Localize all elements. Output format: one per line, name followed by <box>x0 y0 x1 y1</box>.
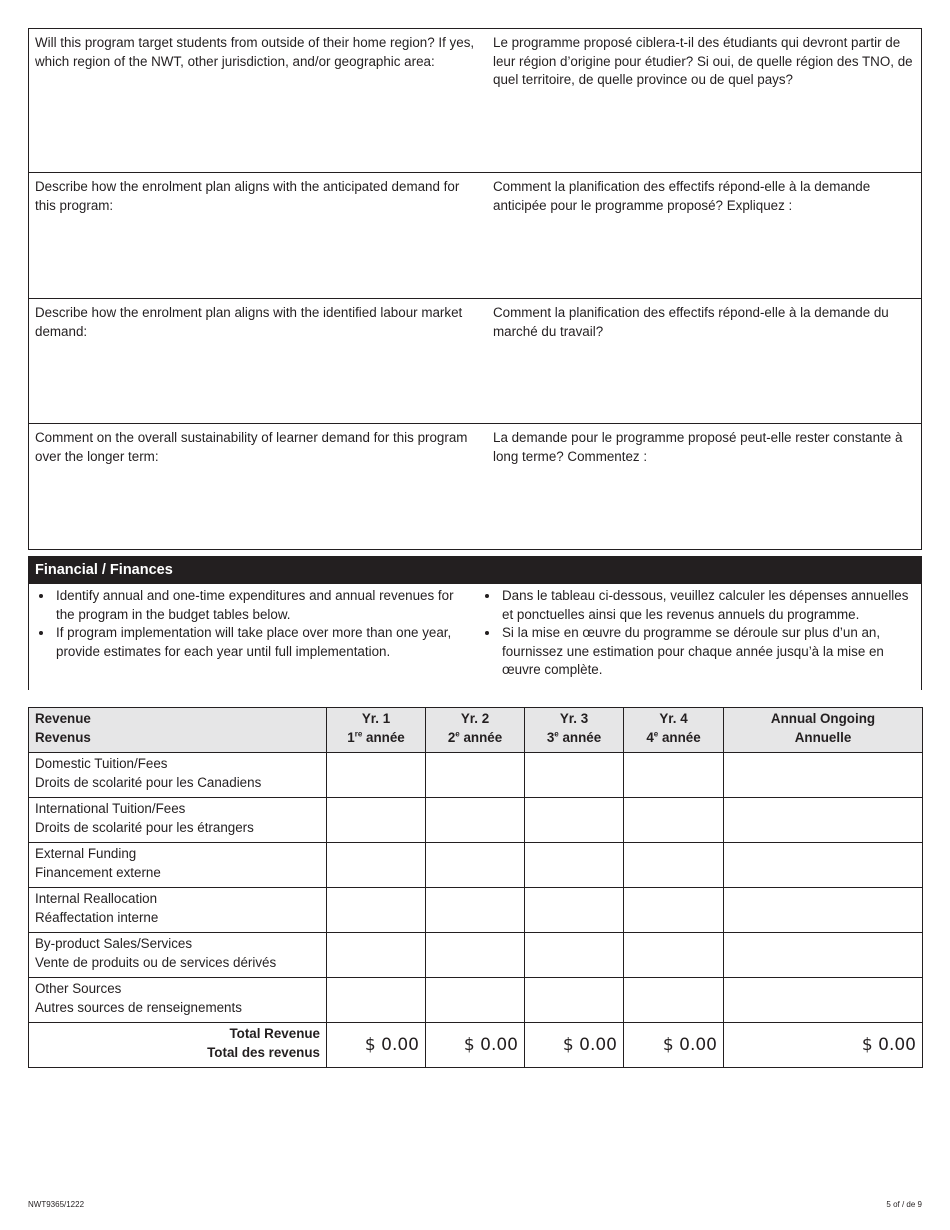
total-row <box>29 1023 923 1068</box>
col-yr4: Yr. 4 4e année <box>624 708 724 753</box>
input-cell[interactable] <box>525 798 624 843</box>
instruction-fr-1: • Dans le tableau ci-dessous, veuillez calculer les dépenses annuelles et ponctuelles ainsi que les revenus annuels du programme. <box>500 587 915 624</box>
question-4-en[interactable]: Comment on the overall sustainability of learner demand for this program over the longer term: <box>29 424 488 550</box>
col-yr3: Yr. 3 3e année <box>525 708 624 753</box>
input-cell[interactable] <box>525 753 624 798</box>
input-cell[interactable] <box>327 978 426 1023</box>
table-row <box>29 798 923 843</box>
row-label: External Funding Financement externe <box>29 843 327 888</box>
instruction-en-1: • Identify annual and one-time expenditures and annual revenues for the program in the budget tables below. <box>54 587 469 624</box>
input-cell[interactable] <box>624 843 724 888</box>
revenue-header: Revenue Revenus <box>29 708 327 753</box>
table-row <box>29 888 923 933</box>
input-cell[interactable] <box>327 798 426 843</box>
row-label: Internal Reallocation Réaffectation interne <box>29 888 327 933</box>
total-yr3: $ 0.00 <box>525 1023 624 1068</box>
col-yr2: Yr. 2 2e année <box>426 708 525 753</box>
input-cell[interactable] <box>327 753 426 798</box>
total-label: Total Revenue Total des revenus <box>29 1023 327 1068</box>
row-label: By-product Sales/Services Vente de produits ou de services dérivés <box>29 933 327 978</box>
input-cell[interactable] <box>624 888 724 933</box>
input-cell[interactable] <box>426 933 525 978</box>
table-row <box>29 978 923 1023</box>
input-cell[interactable] <box>327 843 426 888</box>
instruction-fr-2: • Si la mise en œuvre du programme se déroule sur plus d’un an, fournissez une estimation pour chaque année jusqu’à la mise en œuvre complète. <box>500 624 915 680</box>
total-yr4: $ 0.00 <box>624 1023 724 1068</box>
input-cell[interactable] <box>724 888 923 933</box>
question-3-fr[interactable]: Comment la planification des effectifs répond-elle à la demande du marché du travail? <box>487 299 922 424</box>
revenue-table <box>28 707 923 1068</box>
input-cell[interactable] <box>426 843 525 888</box>
col-annual: Annual Ongoing Annuelle <box>724 708 923 753</box>
form-code: NWT9365/1222 <box>28 1200 85 1209</box>
financial-instructions-fr <box>475 584 922 690</box>
row-label: International Tuition/Fees Droits de scolarité pour les étrangers <box>29 798 327 843</box>
question-2-fr[interactable]: Comment la planification des effectifs répond-elle à la demande anticipée pour le programme proposé? Expliquez : <box>487 173 922 299</box>
row-label: Other Sources Autres sources de renseignements <box>29 978 327 1023</box>
input-cell[interactable] <box>426 753 525 798</box>
question-4-fr[interactable]: La demande pour le programme proposé peut-elle rester constante à long terme? Commentez : <box>487 424 922 550</box>
question-3-en[interactable]: Describe how the enrolment plan aligns with the identified labour market demand: <box>29 299 488 424</box>
input-cell[interactable] <box>624 933 724 978</box>
col-yr1: Yr. 1 1re année <box>327 708 426 753</box>
question-1-en[interactable]: Will this program target students from outside of their home region? If yes, which region of the NWT, other jurisdiction, and/or geographic area: <box>29 29 488 173</box>
input-cell[interactable] <box>525 978 624 1023</box>
total-annual: $ 0.00 <box>724 1023 923 1068</box>
input-cell[interactable] <box>724 753 923 798</box>
input-cell[interactable] <box>724 978 923 1023</box>
input-cell[interactable] <box>525 933 624 978</box>
financial-instructions-en <box>29 584 476 690</box>
financial-section <box>28 556 922 690</box>
input-cell[interactable] <box>724 843 923 888</box>
input-cell[interactable] <box>624 978 724 1023</box>
question-2-en[interactable]: Describe how the enrolment plan aligns with the anticipated demand for this program: <box>29 173 488 299</box>
input-cell[interactable] <box>724 798 923 843</box>
row-label: Domestic Tuition/Fees Droits de scolarité pour les Canadiens <box>29 753 327 798</box>
page-number: 5 of / de 9 <box>886 1200 922 1209</box>
financial-title: Financial / Finances <box>29 557 922 584</box>
input-cell[interactable] <box>327 933 426 978</box>
question-1-fr[interactable]: Le programme proposé ciblera-t-il des étudiants qui devront partir de leur région d’origine pour étudier? Si oui, de quelle région des TNO, de quel territoire, de quelle province ou de quel pays? <box>487 29 922 173</box>
table-row <box>29 753 923 798</box>
input-cell[interactable] <box>426 978 525 1023</box>
input-cell[interactable] <box>724 933 923 978</box>
input-cell[interactable] <box>426 798 525 843</box>
input-cell[interactable] <box>327 888 426 933</box>
total-yr1: $ 0.00 <box>327 1023 426 1068</box>
input-cell[interactable] <box>624 753 724 798</box>
enrolment-questions-table <box>28 28 922 550</box>
table-row <box>29 843 923 888</box>
table-row <box>29 933 923 978</box>
input-cell[interactable] <box>426 888 525 933</box>
input-cell[interactable] <box>525 888 624 933</box>
input-cell[interactable] <box>525 843 624 888</box>
input-cell[interactable] <box>624 798 724 843</box>
total-yr2: $ 0.00 <box>426 1023 525 1068</box>
instruction-en-2: • If program implementation will take place over more than one year, provide estimates for each year until full implementation. <box>54 624 469 661</box>
